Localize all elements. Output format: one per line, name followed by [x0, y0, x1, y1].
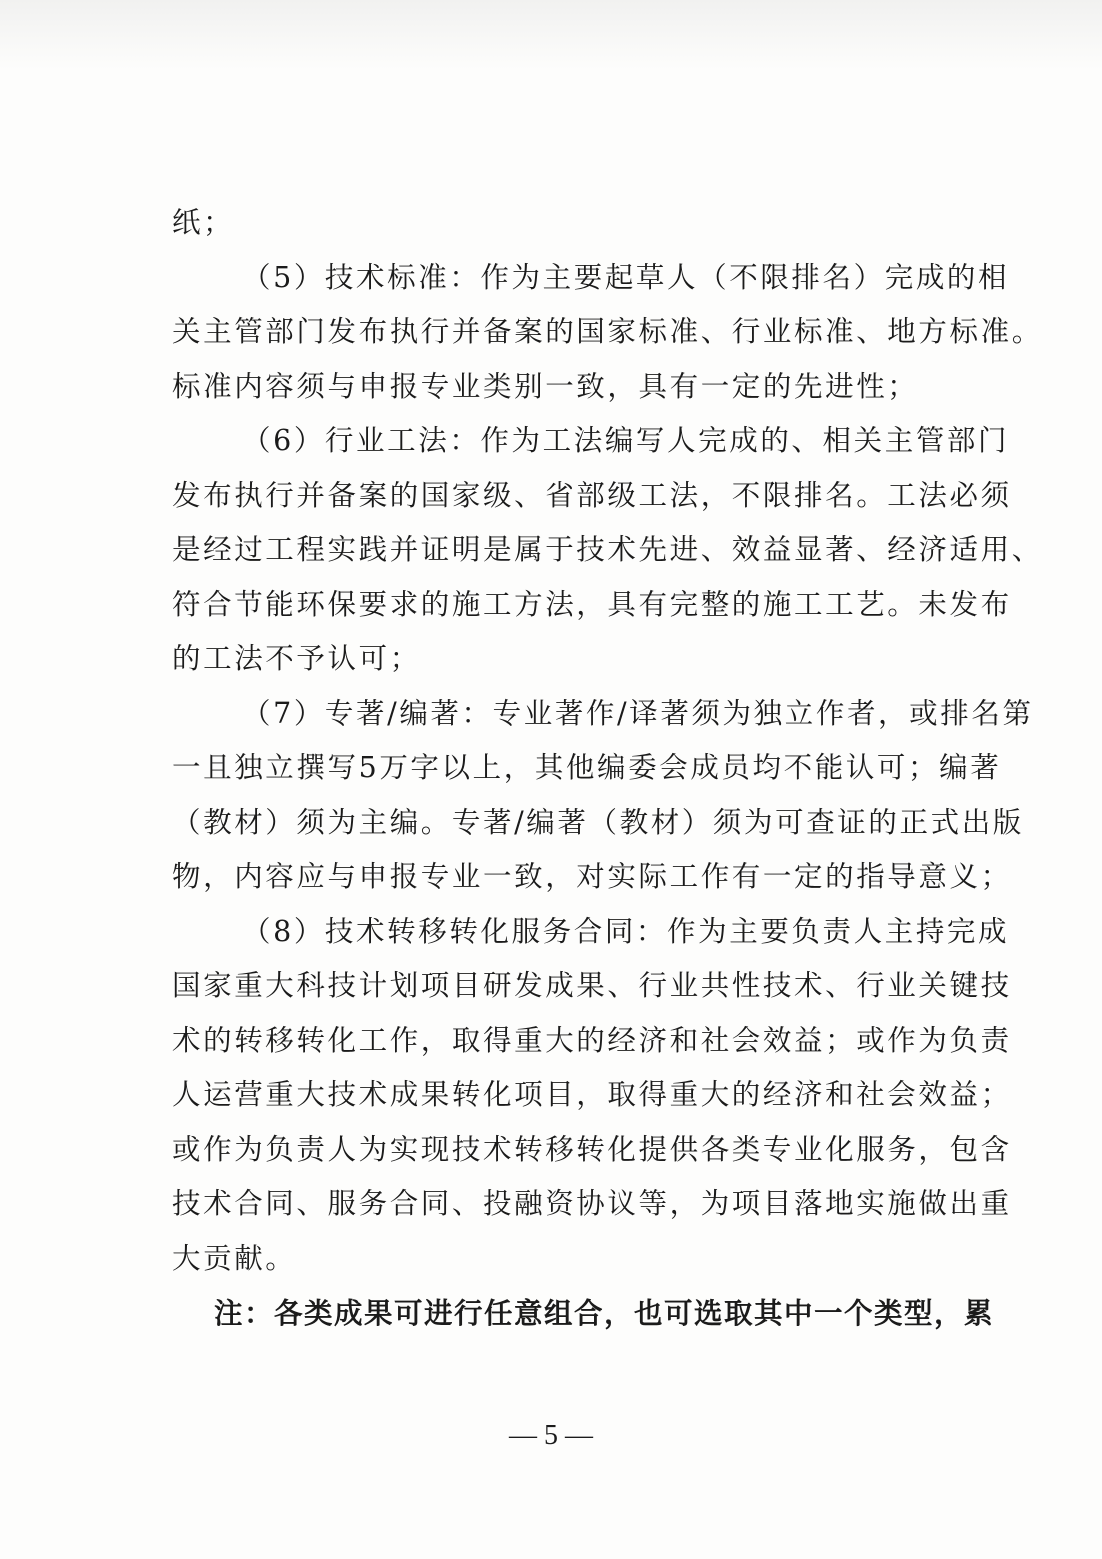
text-line: 是经过工程实践并证明是属于技术先进、效益显著、经济适用、 [172, 533, 1043, 566]
text-line: 术的转移转化工作，取得重大的经济和社会效益；或作为负责 [172, 1023, 1012, 1057]
note-line: 注：各类成果可进行任意组合，也可选取其中一个类型，累 [214, 1296, 995, 1330]
text-line: （7）专著/编著：专业著作/译著须为独立作者，或排名第 [242, 696, 1034, 730]
text-line: 纸； [172, 206, 235, 239]
text-line: 人运营重大技术成果转化项目，取得重大的经济和社会效益； [172, 1078, 1012, 1111]
text-line: 技术合同、服务合同、投融资协议等，为项目落地实施做出重 [172, 1187, 1012, 1220]
text-line: 物，内容应与申报专业一致，对实际工作有一定的指导意义； [172, 860, 1012, 893]
scan-artifact [0, 0, 1102, 70]
body-text [172, 196, 1043, 1341]
text-line: （8）技术转移转化服务合同：作为主要负责人主持完成 [242, 914, 1010, 948]
text-line: 大贡献。 [172, 1241, 297, 1275]
text-line: 或作为负责人为实现技术转移转化提供各类专业化服务，包含 [172, 1132, 1012, 1166]
text-line: （教材）须为主编。专著/编著（教材）须为可查证的正式出版 [172, 805, 1024, 839]
text-line: 标准内容须与申报专业类别一致，具有一定的先进性； [172, 369, 919, 403]
text-line: 符合节能环保要求的施工方法，具有完整的施工工艺。未发布 [172, 587, 1012, 621]
text-line: 国家重大科技计划项目研发成果、行业共性技术、行业关键技 [172, 969, 1012, 1002]
text-line: 一且独立撰写5万字以上，其他编委会成员均不能认可；编著 [172, 751, 1002, 784]
text-line: （5）技术标准：作为主要起草人（不限排名）完成的相 [242, 260, 1010, 294]
page-number: — 5 — [509, 1420, 593, 1451]
text-line: 的工法不予认可； [172, 642, 421, 675]
text-line: （6）行业工法：作为工法编写人完成的、相关主管部门 [242, 424, 1010, 457]
text-line: 关主管部门发布执行并备案的国家标准、行业标准、地方标准。 [172, 315, 1043, 348]
text-line: 发布执行并备案的国家级、省部级工法，不限排名。工法必须 [172, 478, 1012, 512]
